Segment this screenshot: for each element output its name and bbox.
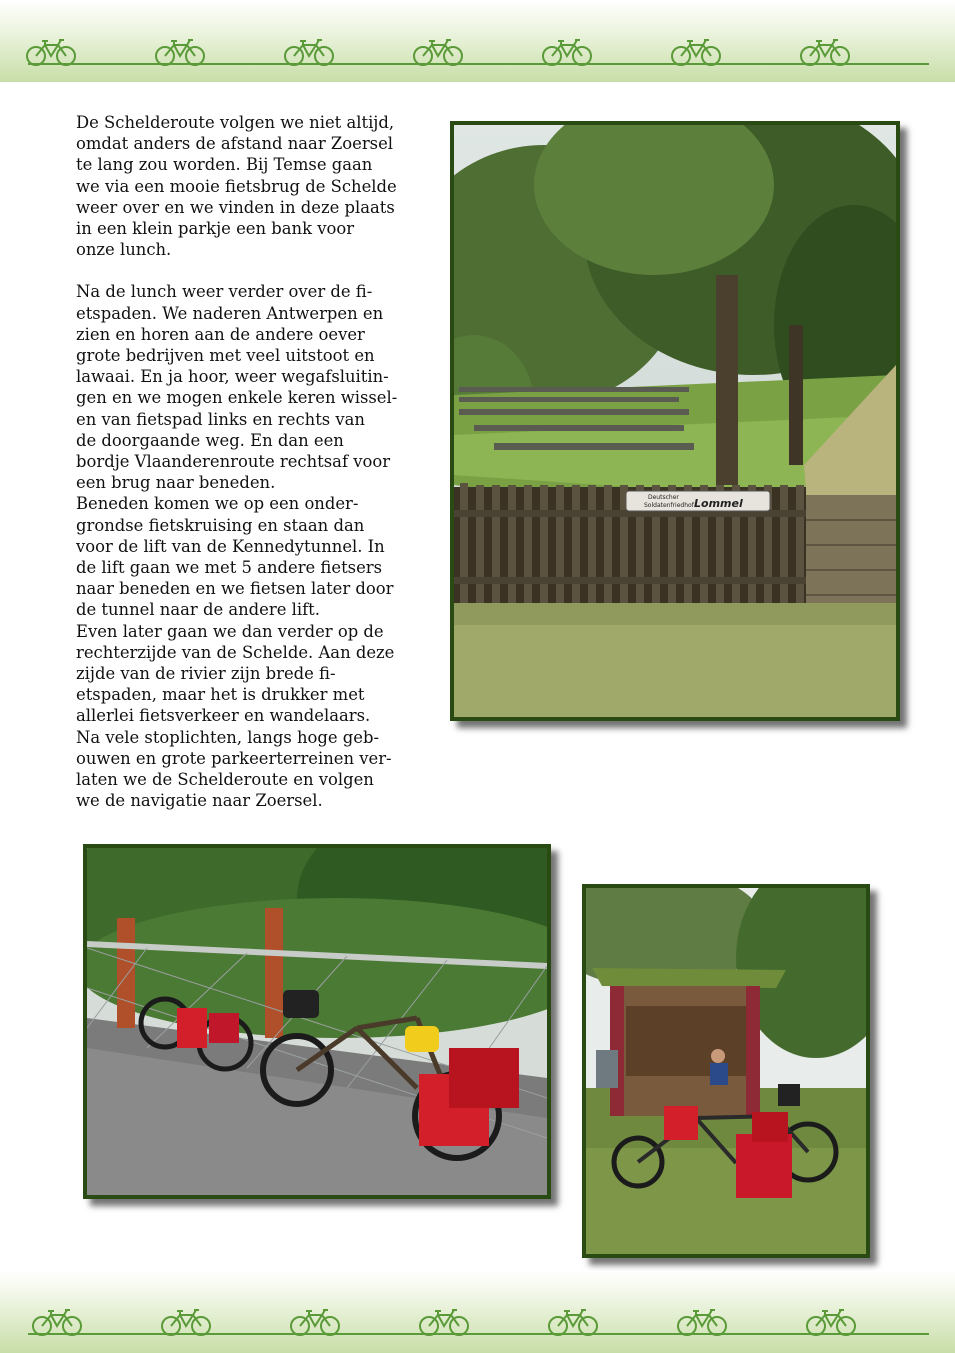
bicycle-icon: [289, 1307, 341, 1337]
bicycle-icon: [154, 37, 206, 67]
header-band: [0, 0, 955, 82]
footer-band: [0, 1271, 955, 1353]
bicycle-icon: [805, 1307, 857, 1337]
sign-text-line-2: Soldatenfriedhof: [644, 502, 694, 509]
sign-text-name: Lommel: [694, 497, 743, 510]
bicycle-icon: [541, 37, 593, 67]
bicycle-icon: [670, 37, 722, 67]
bicycle-icon: [412, 37, 464, 67]
bicycle-icon: [25, 37, 77, 67]
paragraph-4: Even later gaan we dan verder op de rechterzijde van de Schelde. Aan deze zijde van de rivier zijn brede fi- etspaden, maar het is drukker met allerlei fietsverkeer en wandelaars.: [76, 621, 395, 726]
bicycle-icon: [799, 37, 851, 67]
paragraph-3: Beneden komen we op een onder- grondse fietskruising en staan dan voor de lift van de Kennedytunnel. In de lift gaan we met 5 andere fietsers naar beneden en we fietsen later door de tunnel naar de andere lift.: [76, 494, 394, 620]
bicycle-icon: [31, 1307, 83, 1337]
paragraph-2: Na de lunch weer verder over de fi- etspaden. We naderen Antwerpen en zien en horen aan de andere oever grote bedrijven met veel uitstoot en lawaai. En ja hoor, weer wegafsluitin- gen en we mogen enkele keren wissel- en van fietspad links en rechts van de doorgaande weg. En dan een bordje Vlaanderenroute rechtsaf voor een brug naar beneden.: [76, 282, 398, 493]
sign-text-line-1: Deutscher: [648, 494, 679, 501]
bicycle-icon: [418, 1307, 470, 1337]
photo-bikes-at-shelter: [582, 884, 870, 1258]
bicycle-icon: [547, 1307, 599, 1337]
bicycle-icon: [283, 37, 335, 67]
paragraph-5: Na vele stoplichten, langs hoge geb- ouwen en grote parkeerterreinen ver- laten we de Schelderoute en volgen we de navigatie naar Zoersel.: [76, 727, 392, 811]
bicycle-icon: [160, 1307, 212, 1337]
article-text: [76, 112, 426, 812]
photo-cemetery-gate: [450, 121, 900, 721]
paragraph-1: De Schelderoute volgen we niet altijd, omdat anders de afstand naar Zoersel te lang zou worden. Bij Temse gaan we via een mooie fietsbrug de Schelde weer over en we vinden in deze plaats in een klein parkje een bank voor onze lunch.: [76, 113, 397, 260]
bicycle-icon: [676, 1307, 728, 1337]
photo-bikes-on-bridge: [83, 844, 551, 1199]
